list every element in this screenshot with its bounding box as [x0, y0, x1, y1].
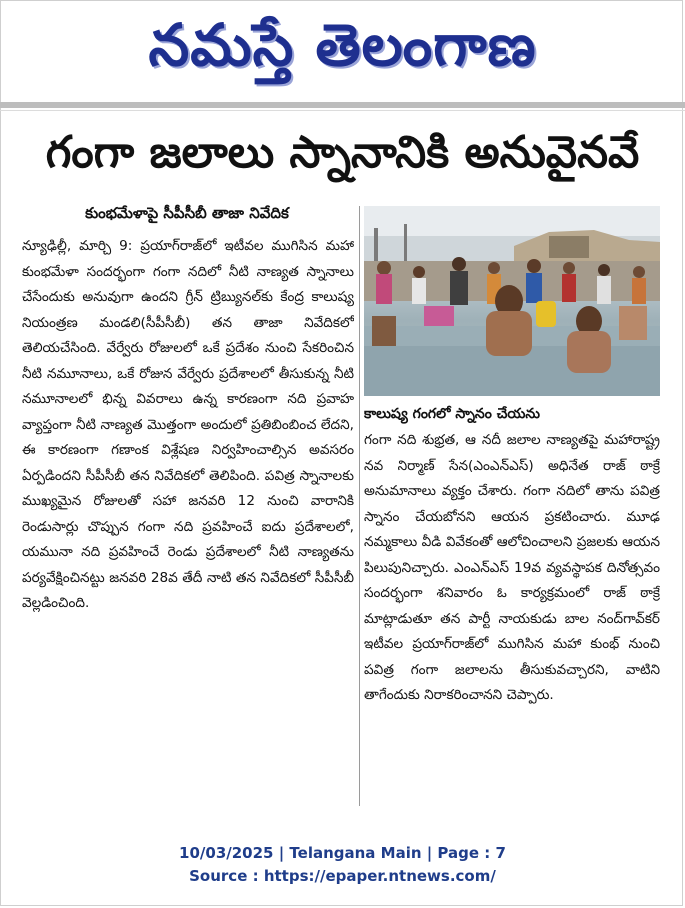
- newspaper-title: నమస్తే తెలంగాణ: [148, 11, 537, 79]
- bathers-at-river-image: [364, 206, 660, 396]
- column-divider: [359, 206, 360, 806]
- masthead: [0, 0, 685, 96]
- article-body-left: న్యూఢిల్లీ, మార్చి 9: ప్రయాగ్‌రాజ్‌లో ఇటీవల ముగిసిన మహా కుంభమేళా సందర్భంగా గంగా నదిలో నీటి నాణ్యత స్నానాలు చేసేందుకు అనువుగా ఉందని గ్రీన్ ట్రిబ్యునల్‌కు కేంద్ర కాలుష్య నియంత్రణ మండలి(సీపీసీబీ) తన తాజా నివేదికలో తెలియచేసింది. వేర్వేరు రోజులలో ఒకే ప్రదేశం నుంచి సేకరించిన నీటి నమూనాలు, ఒకే రోజున వేర్వేరు ప్రదేశాలలో తీసుకున్న నీటి నమూనాలలో భిన్న వివరాలు ఉన్న కారణంగా నది ప్రవాహ వ్యాప్తంగా నీటి నాణ్యత మొత్తంగా అందులో ప్రతిబింబించ లేదని, ఈ కారణంగా గణాంక విశ్లేషణ నిర్వహించాల్సిన అవసరం ఏర్పడిందని సీపీసీబీ తన నివేదికలో తెలిపింది. పవిత్ర స్నానాలకు ముఖ్యమైన రోజులతో సహా జనవరి 12 నుంచి వారానికి రెండుసార్లు చొప్పున గంగా నది ప్రవహించే ఐదు ప్రదేశాలలో, యమునా నది ప్రవహించే రెండు ప్రదేశాలలో నీటి నాణ్యతను పర్యవేక్షించినట్టు జనవరి 28వ తేదీ నాటి తన నివేదికలో సీపీసీబీ వెల్లడించింది.: [22, 238, 354, 611]
- footer-source-link[interactable]: Source : https://epaper.ntnews.com/: [189, 867, 496, 885]
- page-footer: [0, 842, 685, 892]
- masthead-rule-thin: [0, 110, 685, 111]
- article-body-right: గంగా నది శుభ్రత, ఆ నదీ జలాల నాణ్యతపై మహారాష్ట్ర నవ నిర్మాణ్ సేన(ఎంఎన్ఎస్) అధినేత రాజ్ ఠాక్రే అనుమానాలు వ్యక్తం చేశారు. గంగా నదిలో తాను పవిత్ర స్నానం చేయబోనని ఆయన ప్రకటించారు. మూఢ నమ్మకాలు వీడి వివేకంతో ఆలోచించాలని ప్రజలకు ఆయన పిలుపునిచ్చారు. ఎంఎన్ఎస్ 19వ వ్యవస్థాపక దినోత్సవం సందర్భంగా శనివారం ఓ కార్యక్రమంలో రాజ్ ఠాక్రే మాట్లాడుతూ తన పార్టీ నాయకుడు బాల నంద్‌గావ్‌కర్ ఇటీవల ప్రయాగ్‌రాజ్‌లో ముగిసిన మహా కుంభ్ నుంచి పవిత్ర గంగా జలాలను తీసుకువచ్చారని, వాటిని తాగేందుకు నిరాకరించానని చెప్పారు.: [364, 432, 660, 703]
- article-headline: గంగా జలాలు స్నానానికి అనువైనవే: [45, 127, 640, 178]
- footer-edition-info: 10/03/2025 | Telangana Main | Page : 7: [179, 844, 506, 862]
- photo-caption: కాలుష్య గంగలో స్నానం చేయను: [364, 406, 541, 422]
- article-subheadline: కుంభమేళాపై సీపీసీబీ తాజా నివేదిక: [85, 204, 289, 222]
- news-photo: [364, 206, 660, 396]
- masthead-rule: [0, 102, 685, 108]
